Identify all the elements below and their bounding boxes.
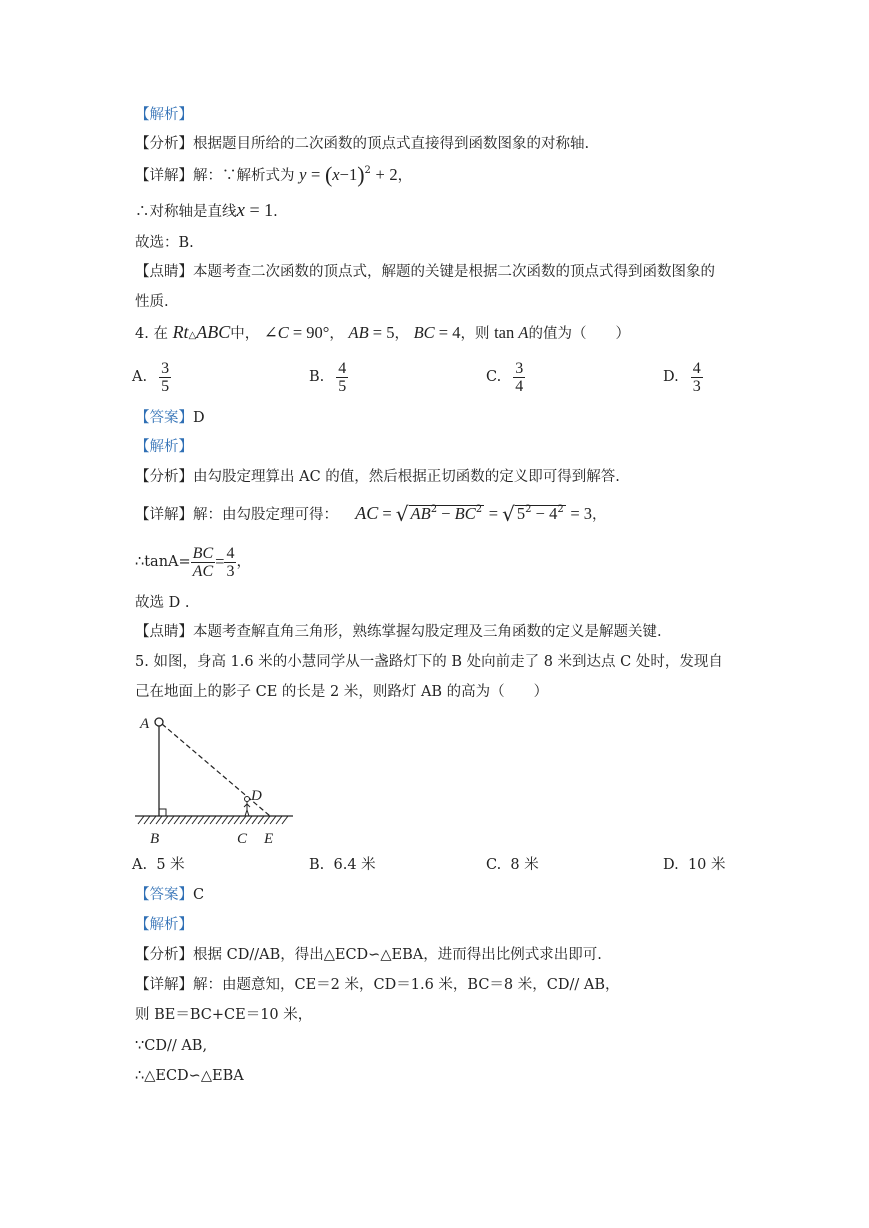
q3-formula-sup: 2 bbox=[364, 165, 371, 176]
q4-ze: ，则 bbox=[460, 326, 490, 342]
q5-option-c-label: C. bbox=[486, 857, 502, 873]
q4-tan-value: $\frac{4}{3}$ bbox=[226, 544, 235, 580]
ground-hatching bbox=[138, 816, 288, 824]
label-e: E bbox=[264, 831, 274, 847]
q4-eq1: = bbox=[378, 504, 396, 523]
q4-abc: ABC bbox=[196, 322, 231, 342]
q4-detail-prefix: 解：由勾股定理可得： bbox=[193, 507, 338, 523]
q3-detail-prefix: 解：∵解析式为 bbox=[193, 168, 295, 184]
q4-tan-a: A bbox=[518, 323, 529, 342]
q4-option-a-label: A. bbox=[132, 369, 148, 385]
q5-answer bbox=[135, 885, 204, 905]
q3-formula-x: x bbox=[332, 165, 340, 184]
q4-detail-tag: 【详解】 bbox=[135, 507, 193, 523]
q4-ab: AB bbox=[348, 323, 369, 342]
q4-eq2: = bbox=[488, 504, 503, 523]
q4-sep1: ， bbox=[329, 326, 344, 342]
lamp-head bbox=[155, 718, 163, 726]
q4-option-d[interactable] bbox=[663, 355, 703, 399]
q5-stem-line1: 5. 如图，身高 1.6 米的小慧同学从一盏路灯下的 B 处向前走了 8 米到达点 C 处时，发现自 bbox=[135, 654, 723, 670]
q5-option-b-text: 6.4 米 bbox=[333, 857, 376, 873]
q5-option-d[interactable] bbox=[663, 855, 726, 875]
q5-step2: ∵CD// AB, bbox=[135, 1038, 208, 1054]
q4-tail: 的值为（ ） bbox=[528, 326, 630, 342]
q4-option-b[interactable] bbox=[309, 355, 348, 399]
label-c: C bbox=[237, 831, 248, 847]
q4-result: = 3 bbox=[570, 504, 593, 523]
q4-tan-end: ， bbox=[236, 554, 251, 570]
q4-answer-tag: 【答案】 bbox=[135, 410, 193, 426]
q4-answer bbox=[135, 408, 205, 428]
q4-option-c-fraction: $\frac{3}{4}$ bbox=[515, 359, 524, 395]
label-a: A bbox=[140, 716, 150, 732]
q4-analysis-tag: 【分析】 bbox=[135, 469, 193, 485]
q4-zhong: 中， bbox=[230, 326, 260, 342]
q3-jiexi-heading: 【解析】 bbox=[135, 107, 193, 123]
q5-option-a-text: 5 米 bbox=[156, 857, 185, 873]
q4-detail bbox=[135, 503, 607, 525]
q3-comment-tag: 【点睛】 bbox=[135, 264, 193, 280]
q4-angle-val: = 90° bbox=[288, 323, 330, 342]
q4-option-c-label: C. bbox=[486, 369, 502, 385]
q3-comment bbox=[135, 262, 715, 282]
q3-comment-line2: 性质. bbox=[135, 294, 169, 310]
q3-analysis-text: 根据题目所给的二次函数的顶点式直接得到函数图象的对称轴. bbox=[193, 136, 590, 152]
q5-answer-value: C bbox=[193, 887, 205, 903]
q5-option-d-text: 10 米 bbox=[687, 857, 726, 873]
q4-angle: ∠C bbox=[263, 323, 289, 342]
q5-jiexi-heading: 【解析】 bbox=[135, 917, 193, 933]
q5-analysis-tag: 【分析】 bbox=[135, 947, 193, 963]
q4-sqrt-1: √ $AB^2 - BC^2$ bbox=[395, 502, 483, 526]
label-b: B bbox=[150, 831, 160, 847]
q3-axis-prefix: ∴对称轴是直线 bbox=[135, 204, 237, 220]
q4-ac: AC bbox=[355, 503, 379, 523]
q4-option-a-fraction: $\frac{3}{5}$ bbox=[161, 359, 170, 395]
q4-bc: BC bbox=[413, 323, 435, 342]
q4-stem-prefix: 4. 在 bbox=[135, 326, 168, 342]
q4-tan-eq: = bbox=[215, 552, 225, 571]
q3-formula-y: y bbox=[299, 165, 307, 184]
q5-analysis bbox=[135, 945, 602, 965]
q4-sep2: ， bbox=[394, 326, 409, 342]
q4-tan: tan bbox=[494, 323, 519, 342]
q3-formula-one: 1 bbox=[348, 165, 358, 184]
q4-sqrt-2: √ $5^2 - 4^2$ bbox=[502, 502, 564, 526]
q4-jiexi-heading: 【解析】 bbox=[135, 439, 193, 455]
q3-comment-line1: 本题考查二次函数的顶点式，解题的关键是根据二次函数的顶点式得到函数图象的 bbox=[193, 264, 715, 280]
q4-option-d-label: D. bbox=[663, 369, 679, 385]
q5-answer-tag: 【答案】 bbox=[135, 887, 193, 903]
q4-stem bbox=[135, 322, 630, 346]
label-d: D bbox=[251, 788, 262, 804]
q4-tri: △ bbox=[188, 330, 197, 341]
q4-comment-tag: 【点睛】 bbox=[135, 624, 193, 640]
q4-bc-val: = 4 bbox=[434, 323, 461, 342]
q5-step1: 则 BE＝BC+CE＝10 米， bbox=[135, 1007, 313, 1023]
q4-option-b-fraction: $\frac{4}{5}$ bbox=[338, 359, 347, 395]
q5-analysis-text: 根据 CD//AB，得出△ECD∽△EBA，进而得出比例式求出即可. bbox=[193, 947, 602, 963]
q4-analysis bbox=[135, 467, 620, 487]
person-figure bbox=[244, 797, 250, 817]
q5-option-d-label: D. bbox=[663, 857, 679, 873]
q4-tan-prefix: ∴tanA= bbox=[135, 554, 191, 570]
q4-option-a[interactable] bbox=[132, 355, 171, 399]
q3-axis-end: . bbox=[273, 204, 278, 220]
q4-option-d-fraction: $\frac{4}{3}$ bbox=[692, 359, 701, 395]
q3-formula-end: ， bbox=[397, 168, 413, 184]
q3-formula-two: 2 bbox=[389, 165, 398, 184]
right-angle-mark bbox=[159, 809, 166, 816]
q3-choice: 故选：B. bbox=[135, 235, 194, 251]
q4-option-c[interactable] bbox=[486, 355, 525, 399]
q3-analysis-tag: 【分析】 bbox=[135, 136, 193, 152]
q4-analysis-text: 由勾股定理算出 AC 的值，然后根据正切函数的定义即可得到解答. bbox=[193, 469, 620, 485]
q3-axis-math: x bbox=[236, 200, 245, 221]
q4-option-b-label: B. bbox=[309, 369, 325, 385]
q5-option-b[interactable] bbox=[309, 855, 376, 875]
q4-answer-value: D bbox=[193, 410, 205, 426]
q4-result-end: ， bbox=[592, 507, 607, 523]
q5-option-c-text: 8 米 bbox=[510, 857, 539, 873]
q5-option-b-label: B. bbox=[309, 857, 325, 873]
q3-formula-plus: + bbox=[375, 165, 385, 184]
q4-comment-text: 本题考查解直角三角形，熟练掌握勾股定理及三角函数的定义是解题关键. bbox=[193, 624, 662, 640]
q3-detail-tag: 【详解】 bbox=[135, 168, 193, 184]
q3-axis bbox=[135, 200, 278, 222]
q5-step3: ∴△ECD∽△EBA bbox=[135, 1068, 244, 1084]
q4-tan-fraction: $\frac{BC}{AC}$ bbox=[192, 544, 214, 580]
q4-ab-val: = 5 bbox=[368, 323, 395, 342]
q5-detail bbox=[135, 975, 619, 995]
q5-stem-line2: 己在地面上的影子 CE 的长是 2 米，则路灯 AB 的高为（ ） bbox=[135, 684, 549, 700]
q3-axis-eq: = 1 bbox=[244, 200, 274, 220]
q4-tan-line bbox=[135, 540, 251, 584]
q3-formula-minus: − bbox=[339, 165, 349, 184]
q3-analysis bbox=[135, 134, 589, 154]
q5-detail-tag: 【详解】 bbox=[135, 977, 193, 993]
q5-option-c[interactable] bbox=[486, 855, 539, 875]
q4-comment bbox=[135, 622, 662, 642]
q5-street-lamp-figure bbox=[130, 710, 305, 850]
q3-detail: 【详解】解：∵解析式为 $y = (x-1)^2 + 2$， bbox=[135, 162, 413, 187]
q5-detail-text: 解：由题意知，CE＝2 米，CD＝1.6 米，BC＝8 米，CD// AB， bbox=[193, 977, 620, 993]
q3-formula-eq: = bbox=[311, 165, 321, 184]
q4-choice: 故选 D . bbox=[135, 595, 190, 611]
q5-option-a-label: A. bbox=[132, 857, 148, 873]
q4-rt: Rt bbox=[172, 322, 189, 342]
q5-option-a[interactable] bbox=[132, 855, 185, 875]
